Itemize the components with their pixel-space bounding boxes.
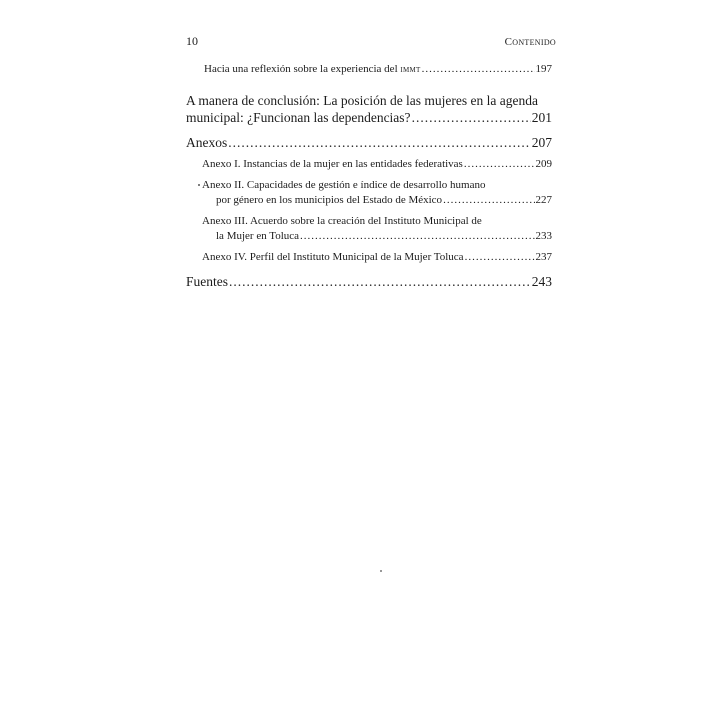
page-header <box>186 34 556 49</box>
toc-entry-title-line2: la Mujer en Toluca <box>216 230 300 242</box>
toc-entry[interactable] <box>186 273 552 290</box>
dot-leader <box>412 109 531 126</box>
toc-entry-title-line2: municipal: ¿Funcionan las dependencias? <box>186 110 411 125</box>
toc-entry[interactable] <box>186 92 552 126</box>
toc-entry-title: Fuentes <box>186 274 228 289</box>
toc-page-number: 237 <box>535 251 552 263</box>
toc-entry-title-line2: por género en los municipios del Estado de México <box>216 194 443 206</box>
toc-entry-title-line1: Anexo III. Acuerdo sobre la creación del Instituto Municipal de <box>202 215 482 227</box>
table-of-contents <box>186 62 552 290</box>
toc-entry-title: Anexos <box>186 135 228 150</box>
dot-leader <box>229 273 531 290</box>
toc-page-number: 197 <box>535 63 552 75</box>
toc-entry-title-line1: A manera de conclusión: La posición de las mujeres en la agenda <box>186 93 539 108</box>
dot-leader <box>443 193 534 208</box>
paper-speck <box>198 184 200 186</box>
toc-entry-title: Anexo I. Instancias de la mujer en las entidades federativas <box>202 158 463 170</box>
toc-page-number: 227 <box>535 194 552 206</box>
toc-entry[interactable] <box>202 178 552 208</box>
dot-leader <box>465 250 535 265</box>
toc-page-number: 233 <box>535 230 552 242</box>
paper-speck <box>380 570 382 572</box>
toc-entry[interactable] <box>202 250 552 265</box>
dot-leader <box>300 229 534 244</box>
toc-page-number: 201 <box>531 110 552 125</box>
toc-entry-title: Hacia una reflexión sobre la experiencia del immt <box>204 63 421 75</box>
toc-entry[interactable] <box>202 157 552 172</box>
toc-page-number: 209 <box>535 158 552 170</box>
toc-entry[interactable] <box>204 62 552 77</box>
toc-entry-title: Anexo IV. Perfil del Instituto Municipal de la Mujer Toluca <box>202 251 464 263</box>
dot-leader <box>228 134 531 151</box>
page-number: 10 <box>186 34 198 48</box>
toc-entry-title-line1: Anexo II. Capacidades de gestión e índice de desarrollo humano <box>202 179 486 191</box>
toc-entry[interactable] <box>186 134 552 151</box>
toc-page-number: 207 <box>531 135 552 150</box>
dot-leader <box>422 62 535 77</box>
toc-entry[interactable] <box>202 214 552 244</box>
dot-leader <box>464 157 535 172</box>
acronym: immt <box>400 64 421 75</box>
toc-page-number: 243 <box>531 274 552 289</box>
running-title: Contenido <box>504 36 556 48</box>
